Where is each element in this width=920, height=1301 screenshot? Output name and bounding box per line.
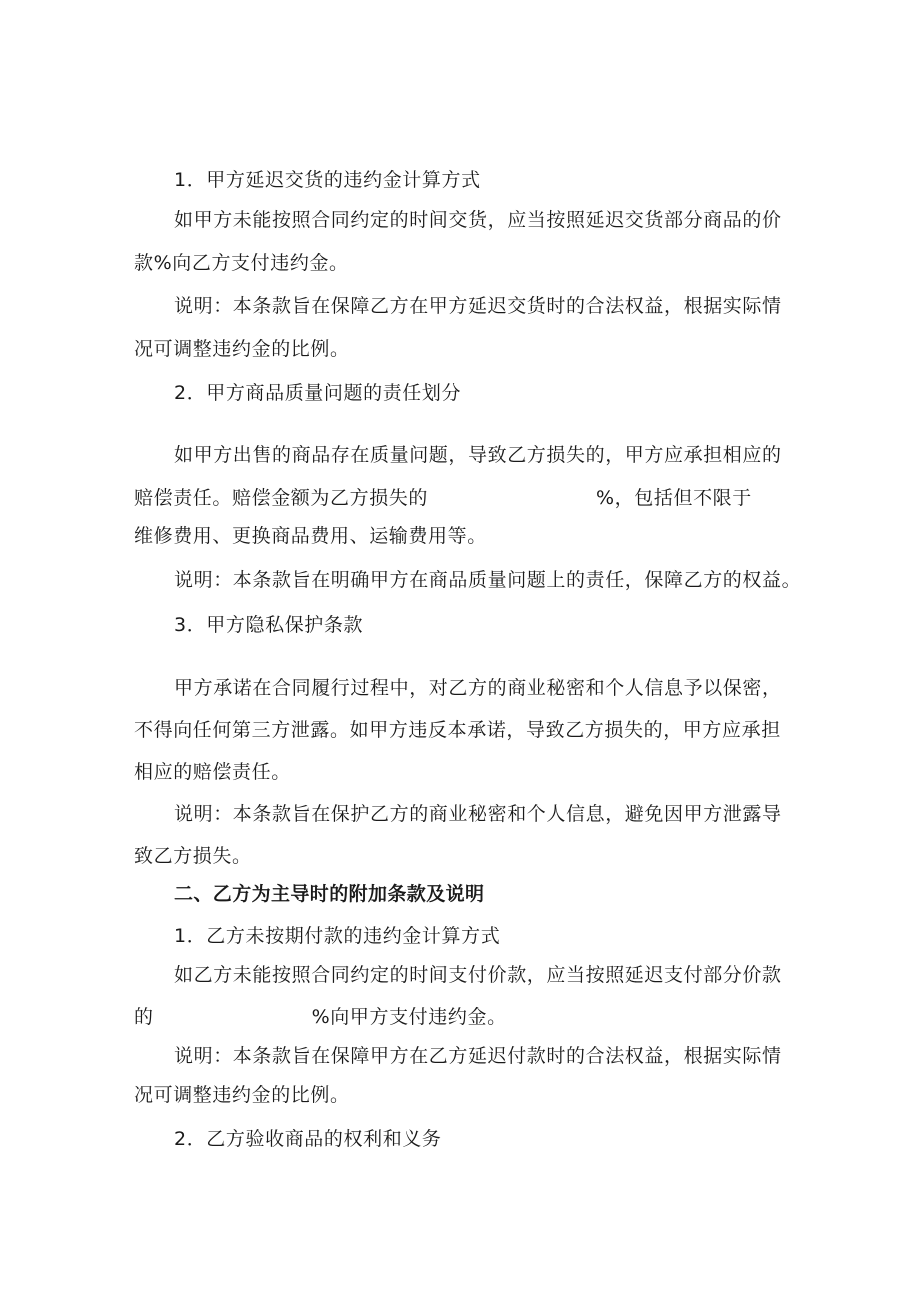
part-2-section-2-title: 2．乙方验收商品的权利和义务 xyxy=(174,1128,442,1150)
part-2-section-1-title: 1．乙方未按期付款的违约金计算方式 xyxy=(174,925,501,947)
part-2-section-1-paragraph-line-2-part-2: %向甲方支付违约金。 xyxy=(311,1006,507,1028)
section-2-paragraph-line-1: 如甲方出售的商品存在质量问题，导致乙方损失的，甲方应承担相应的 xyxy=(174,444,782,466)
part-2-heading: 二、乙方为主导时的附加条款及说明 xyxy=(174,883,485,905)
section-1-note-line-1: 说明：本条款旨在保障乙方在甲方延迟交货时的合法权益，根据实际情 xyxy=(174,295,782,317)
section-3-paragraph-line-3: 相应的赔偿责任。 xyxy=(134,761,291,783)
section-3-paragraph-line-1: 甲方承诺在合同履行过程中，对乙方的商业秘密和个人信息予以保密， xyxy=(174,677,782,699)
section-1-note-line-2: 况可调整违约金的比例。 xyxy=(134,338,350,360)
section-3-title: 3．甲方隐私保护条款 xyxy=(174,614,364,636)
section-2-note: 说明：本条款旨在明确甲方在商品质量问题上的责任，保障乙方的权益。 xyxy=(174,569,802,591)
section-1-paragraph-line-1: 如甲方未能按照合同约定的时间交货，应当按照延迟交货部分商品的价 xyxy=(174,209,782,231)
section-2-paragraph-line-2-part-2: %，包括但不限于 xyxy=(596,487,752,509)
section-2-paragraph-line-2-part-1: 赔偿责任。赔偿金额为乙方损失的 xyxy=(134,487,429,509)
part-2-section-1-paragraph-line-1: 如乙方未能按照合同约定的时间支付价款，应当按照延迟支付部分价款 xyxy=(174,964,782,986)
section-2-paragraph-line-3: 维修费用、更换商品费用、运输费用等。 xyxy=(134,525,487,547)
section-3-note-line-1: 说明：本条款旨在保护乙方的商业秘密和个人信息，避免因甲方泄露导 xyxy=(174,803,782,825)
section-1-title: 1．甲方延迟交货的违约金计算方式 xyxy=(174,169,481,191)
section-2-paragraph-line-2 xyxy=(134,484,752,512)
part-2-section-1-note-line-1: 说明：本条款旨在保障甲方在乙方延迟付款时的合法权益，根据实际情 xyxy=(174,1045,782,1067)
section-3-paragraph-line-2: 不得向任何第三方泄露。如甲方违反本承诺，导致乙方损失的，甲方应承担 xyxy=(134,719,781,741)
section-2-title: 2．甲方商品质量问题的责任划分 xyxy=(174,382,462,404)
section-1-paragraph-line-2: 款%向乙方支付违约金。 xyxy=(134,252,349,274)
part-2-section-1-note-line-2: 况可调整违约金的比例。 xyxy=(134,1084,350,1106)
part-2-section-1-paragraph-line-2-part-1: 的 xyxy=(134,1006,154,1028)
section-3-note-line-2: 致乙方损失。 xyxy=(134,845,252,867)
part-2-section-1-paragraph-line-2 xyxy=(134,1003,507,1031)
